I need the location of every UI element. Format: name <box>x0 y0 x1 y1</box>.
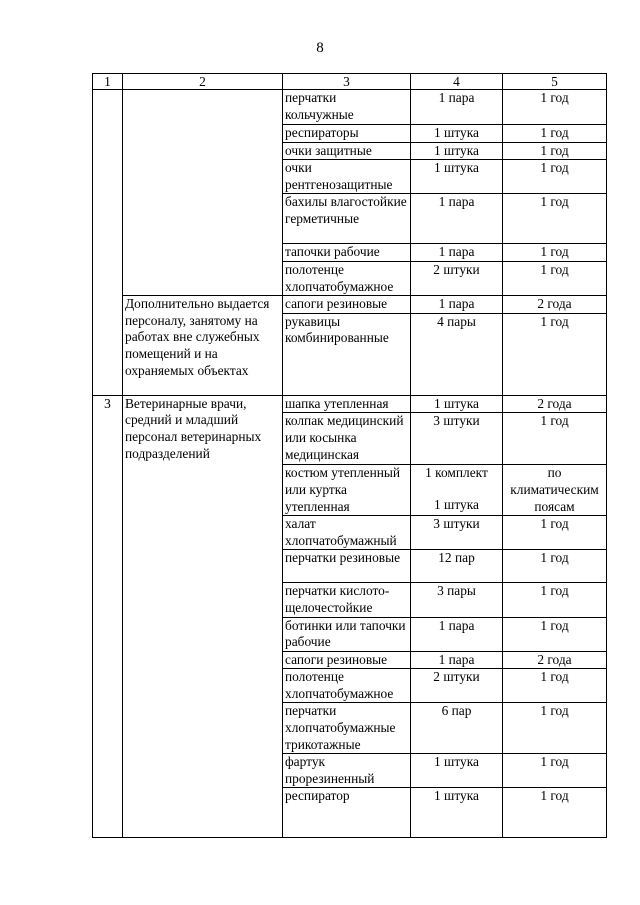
group-number-cell <box>93 90 123 296</box>
item-quantity-cell: 12 пар <box>411 550 503 583</box>
ppe-norms-table <box>92 73 607 838</box>
header-cell: 3 <box>283 74 411 90</box>
item-period-cell: 1 год <box>503 788 607 838</box>
item-quantity-cell: 1 штука <box>411 160 503 194</box>
item-period-cell: 1 год <box>503 583 607 617</box>
item-period-cell: 2 года <box>503 395 607 413</box>
item-quantity-cell: 1 пара <box>411 296 503 314</box>
item-name-cell: полотенце хлопчатобумажное <box>283 261 411 295</box>
item-quantity-cell: 3 штуки <box>411 516 503 550</box>
item-period-cell: 1 год <box>503 160 607 194</box>
item-name-cell: перчатки кислото-щелочестойкие <box>283 583 411 617</box>
item-period-cell: 1 год <box>503 669 607 703</box>
item-name-cell: респираторы <box>283 125 411 143</box>
item-period-cell: 1 год <box>503 90 607 125</box>
item-quantity-cell: 3 штуки <box>411 413 503 465</box>
item-name-cell: очки рентгенозащитные <box>283 160 411 194</box>
item-quantity-cell: 1 штука <box>411 125 503 143</box>
item-name-cell: сапоги резиновые <box>283 651 411 669</box>
table-row <box>93 90 607 125</box>
item-period-cell: 1 год <box>503 261 607 295</box>
item-period-cell: 1 год <box>503 703 607 754</box>
group-number-cell: 3 <box>93 395 123 838</box>
item-period-cell: 1 год <box>503 313 607 395</box>
item-name-cell: халат хлопчатобумажный <box>283 516 411 550</box>
item-period-cell: 1 год <box>503 550 607 583</box>
item-period-cell: 1 год <box>503 244 607 262</box>
item-name-cell: колпак медицинский или косынка медицинская <box>283 413 411 465</box>
item-quantity-cell: 1 пара <box>411 617 503 651</box>
item-quantity-cell <box>411 465 503 516</box>
header-cell: 2 <box>123 74 283 90</box>
item-name-cell: рукавицы комбинированные <box>283 313 411 395</box>
item-quantity-cell: 1 пара <box>411 194 503 244</box>
item-quantity-cell: 1 штука <box>411 754 503 788</box>
item-name-cell: шапка утепленная <box>283 395 411 413</box>
item-period-cell: 1 год <box>503 413 607 465</box>
item-quantity-cell: 1 штука <box>411 142 503 160</box>
item-name-cell: респиратор <box>283 788 411 838</box>
item-name-cell: ботинки или тапочки рабочие <box>283 617 411 651</box>
table-row <box>93 395 607 413</box>
item-name-cell: очки защитные <box>283 142 411 160</box>
item-period-cell: 1 год <box>503 754 607 788</box>
item-name-cell: сапоги резиновые <box>283 296 411 314</box>
item-name-cell: перчатки кольчужные <box>283 90 411 125</box>
item-period-cell: 2 года <box>503 651 607 669</box>
item-period-cell: по климатическим поясам <box>503 465 607 516</box>
item-quantity-cell: 2 штуки <box>411 261 503 295</box>
item-name-cell: бахилы влагостойкие герметичные <box>283 194 411 244</box>
item-quantity-cell: 4 пары <box>411 313 503 395</box>
group-category-cell: Дополнительно выдается персоналу, занятому на работах вне служебных помещений и на охраняемых объектах <box>123 296 283 396</box>
table-header-row <box>93 74 607 90</box>
item-quantity-cell: 3 пары <box>411 583 503 617</box>
group-category-cell <box>123 90 283 296</box>
item-quantity-cell: 2 штуки <box>411 669 503 703</box>
item-quantity-primary: 1 комплект <box>425 465 488 481</box>
table-row <box>93 296 607 314</box>
group-number-cell <box>93 296 123 396</box>
item-period-cell: 1 год <box>503 142 607 160</box>
item-period-cell: 1 год <box>503 617 607 651</box>
header-cell: 5 <box>503 74 607 90</box>
item-period-cell: 1 год <box>503 516 607 550</box>
item-name-cell: полотенце хлопчатобумажное <box>283 669 411 703</box>
item-quantity-cell: 1 пара <box>411 651 503 669</box>
item-quantity-cell: 6 пар <box>411 703 503 754</box>
item-name-cell: перчатки резиновые <box>283 550 411 583</box>
item-quantity-cell: 1 штука <box>411 788 503 838</box>
item-quantity-alternative: 1 штука <box>434 496 479 512</box>
item-quantity-cell: 1 пара <box>411 90 503 125</box>
item-quantity-cell: 1 пара <box>411 244 503 262</box>
header-cell: 4 <box>411 74 503 90</box>
item-name-cell: фартук прорезиненный <box>283 754 411 788</box>
page-number: 8 <box>316 40 324 56</box>
item-period-cell: 2 года <box>503 296 607 314</box>
header-cell: 1 <box>93 74 123 90</box>
group-category-cell: Ветеринарные врачи, средний и младший персонал ветеринарных подразделений <box>123 395 283 838</box>
item-name-cell: тапочки рабочие <box>283 244 411 262</box>
item-quantity-cell: 1 штука <box>411 395 503 413</box>
item-period-cell: 1 год <box>503 125 607 143</box>
item-name-cell: перчатки хлопчатобумажные трикотажные <box>283 703 411 754</box>
item-period-cell: 1 год <box>503 194 607 244</box>
item-name-cell: костюм утепленный или куртка утепленная <box>283 465 411 516</box>
